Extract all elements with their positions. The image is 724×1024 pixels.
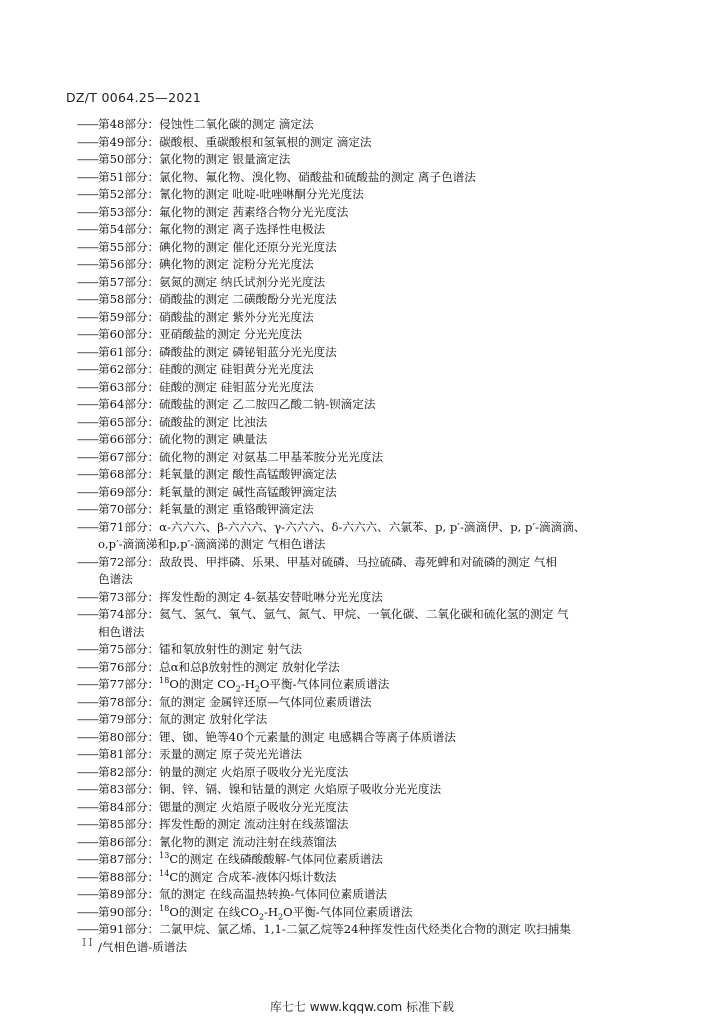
item-dash: —— (76, 764, 98, 779)
item-dash: —— (76, 642, 98, 656)
item-dash: —— (76, 519, 98, 534)
item-text-mid: O的测定 CO (169, 677, 236, 691)
item-dash: —— (76, 607, 98, 621)
item-text: 第70部分：耗氧量的测定 重铬酸钾滴定法 (98, 502, 314, 516)
list-item (66, 746, 666, 764)
item-text: 第51部分：氯化物、氟化物、溴化物、硝酸盐和硫酸盐的测定 离子色谱法 (98, 169, 476, 184)
item-text: 第67部分：硫化物的测定 对氨基二甲基苯胺分光光度法 (98, 449, 384, 464)
item-text-mid2: -H (263, 904, 278, 919)
item-dash: —— (76, 222, 98, 236)
item-text-post: C的测定 在线磷酸酸解-气体同位素质谱法 (169, 852, 383, 866)
item-text: 第83部分：铜、锌、镉、镍和钴量的测定 火焰原子吸收分光光度法 (98, 782, 442, 796)
item-text: 第81部分：汞量的测定 原子荧光光谱法 (98, 747, 302, 761)
list-item (66, 694, 666, 712)
item-text: 第55部分：碘化物的测定 催化还原分光光度法 (98, 239, 337, 254)
list-item (66, 571, 666, 589)
item-text: 第65部分：硫酸盐的测定 比浊法 (98, 414, 268, 429)
list-item (66, 851, 666, 869)
list-item (66, 799, 666, 817)
list-item (66, 606, 666, 624)
list-item (66, 414, 666, 432)
item-dash: —— (76, 187, 98, 201)
item-text: 第73部分：挥发性酚的测定 4-氨基安替吡啉分光光度法 (98, 589, 383, 604)
item-text: /气相色谱-质谱法 (98, 939, 187, 954)
list-item (66, 869, 666, 887)
item-text: 第75部分：镭和氡放射性的测定 射气法 (98, 642, 302, 656)
item-text-sub1: 2 (258, 911, 264, 921)
item-text-pre: 第77部分： (98, 677, 160, 691)
item-text: 第82部分：钠量的测定 火焰原子吸收分光光度法 (98, 764, 349, 779)
list-item (66, 711, 666, 729)
item-dash: —— (76, 502, 98, 516)
list-item (66, 134, 666, 152)
item-dash: —— (76, 869, 98, 884)
list-item (66, 431, 666, 449)
item-text: 第57部分：氨氮的测定 纳氏试剂分光光度法 (98, 274, 326, 289)
list-item (66, 729, 666, 747)
item-dash: —— (76, 344, 98, 359)
item-text: 第60部分：亚硝酸盐的测定 分光光度法 (98, 327, 302, 341)
item-text-post: O平衡-气体同位素质谱法 (259, 677, 390, 691)
item-dash: —— (76, 712, 98, 726)
item-dash: —— (76, 834, 98, 849)
list-item (66, 274, 666, 292)
item-text: 第89部分：氚的测定 在线高温热转换-气体同位素质谱法 (98, 887, 388, 901)
list-item (66, 834, 666, 852)
item-dash: —— (76, 694, 98, 709)
item-dash: —— (76, 204, 98, 219)
item-text: 第54部分：氟化物的测定 离子选择性电极法 (98, 222, 326, 236)
item-text-sup: 13 (159, 851, 170, 861)
item-text-sub2: 2 (278, 911, 284, 921)
list-item (66, 449, 666, 467)
list-item (66, 186, 666, 204)
list-item (66, 169, 666, 187)
page-number: II (82, 936, 95, 949)
item-text-pre: 第88部分： (98, 869, 160, 884)
item-dash: —— (76, 554, 98, 569)
item-text: 色谱法 (98, 572, 133, 586)
item-text: 第86部分：氰化物的测定 流动注射在线蒸馏法 (98, 834, 337, 849)
item-text: 第59部分：硝酸盐的测定 紫外分光光度法 (98, 309, 314, 324)
item-dash: —— (76, 327, 98, 341)
list-item (66, 816, 666, 834)
item-text: 第68部分：耗氧量的测定 酸性高锰酸钾滴定法 (98, 467, 337, 481)
item-dash: —— (76, 782, 98, 796)
list-item (66, 519, 666, 537)
item-dash: —— (76, 432, 98, 446)
item-text: 第91部分：二氯甲烷、氯乙烯、1,1-二氯乙烷等24种挥发性卤代烃类化合物的测定 吹扫捕集 (98, 922, 571, 936)
list-item (66, 221, 666, 239)
item-text: 第72部分：敌敌畏、甲拌磷、乐果、甲基对硫磷、马拉硫磷、毒死蜱和对硫磷的测定 气相 (98, 554, 558, 569)
list-item (66, 151, 666, 169)
document-code: DZ/T 0064.25—2021 (66, 90, 202, 105)
list-item (66, 589, 666, 607)
item-text: 第79部分：氚的测定 放射化学法 (98, 712, 268, 726)
list-item (66, 256, 666, 274)
item-text-sup: 18 (159, 676, 170, 686)
item-dash: —— (76, 449, 98, 464)
list-item (66, 554, 666, 572)
item-text-sub1: 2 (235, 684, 241, 694)
item-dash: —— (76, 152, 98, 166)
list-item (66, 484, 666, 502)
list-item (66, 939, 666, 957)
item-text: 第48部分：侵蚀性二氧化碳的测定 滴定法 (98, 117, 314, 131)
list-item (66, 536, 666, 554)
item-dash: —— (76, 239, 98, 254)
item-text: 第74部分：氦气、氢气、氧气、氩气、氮气、甲烷、一氧化碳、二氧化碳和硫化氢的测定 气 (98, 607, 569, 621)
list-item (66, 886, 666, 904)
list-item (66, 466, 666, 484)
item-dash: —— (76, 117, 98, 131)
item-text: 第58部分：硝酸盐的测定 二磺酸酚分光光度法 (98, 292, 337, 306)
item-text: 第66部分：硫化物的测定 碘量法 (98, 432, 268, 446)
list-item (66, 764, 666, 782)
list-item (66, 204, 666, 222)
item-dash: —— (76, 467, 98, 481)
item-text: 第85部分：挥发性酚的测定 流动注射在线蒸馏法 (98, 817, 349, 831)
item-dash: —— (76, 922, 98, 936)
item-dash: —— (76, 484, 98, 499)
list-item (66, 501, 666, 519)
item-text-sup: 14 (159, 868, 170, 878)
item-text-pre: 第90部分： (98, 904, 160, 919)
item-dash: —— (76, 904, 98, 919)
item-text-sup: 18 (159, 903, 170, 913)
list-item (66, 396, 666, 414)
item-text-sub2: 2 (254, 684, 260, 694)
item-dash: —— (76, 799, 98, 814)
item-dash: —— (76, 397, 98, 411)
item-text: 第71部分：α-六六六、β-六六六、γ-六六六、δ-六六六、六氯苯、p, p′-滴滴伊、p, p′-滴滴滴、 (98, 519, 586, 534)
list-item (66, 116, 666, 134)
list-item (66, 921, 666, 939)
item-text: 第61部分：磷酸盐的测定 磷铋钼蓝分光光度法 (98, 344, 337, 359)
item-dash: —— (76, 729, 98, 744)
item-dash: —— (76, 362, 98, 376)
item-text: 第52部分：氰化物的测定 吡啶-吡唑啉酮分光光度法 (98, 187, 364, 201)
item-text: 第84部分：锶量的测定 火焰原子吸收分光光度法 (98, 799, 349, 814)
item-text: 第80部分：锂、铷、铯等40个元素量的测定 电感耦合等离子体质谱法 (98, 729, 456, 744)
list-item (66, 344, 666, 362)
item-text: 第69部分：耗氧量的测定 碱性高锰酸钾滴定法 (98, 484, 337, 499)
item-text: 第62部分：硅酸的测定 硅钼黄分光光度法 (98, 362, 314, 376)
item-text: 第63部分：硅酸的测定 硅钼蓝分光光度法 (98, 379, 314, 394)
item-dash: —— (76, 887, 98, 901)
item-dash: —— (76, 659, 98, 674)
item-dash: —— (76, 169, 98, 184)
list-item (66, 326, 666, 344)
list-item (66, 309, 666, 327)
list-item (66, 904, 666, 922)
list-item (66, 676, 666, 694)
item-text-mid2: -H (240, 677, 255, 691)
item-text: 第76部分：总α和总β放射性的测定 放射化学法 (98, 659, 340, 674)
list-item (66, 361, 666, 379)
item-text: 第64部分：硫酸盐的测定 乙二胺四乙酸二钠-钡滴定法 (98, 397, 376, 411)
item-dash: —— (76, 677, 98, 691)
item-text: 第53部分：氟化物的测定 茜素络合物分光光度法 (98, 204, 349, 219)
list-item (66, 781, 666, 799)
item-dash: —— (76, 134, 98, 149)
item-text: 相色谱法 (98, 624, 145, 639)
item-dash: —— (76, 309, 98, 324)
item-text-mid: O的测定 在线CO (169, 904, 259, 919)
item-text-pre: 第87部分： (98, 852, 160, 866)
item-text: o,p′-滴滴涕和p,p′-滴滴涕的测定 气相色谱法 (98, 537, 326, 551)
item-text: 第78部分：氚的测定 金属锌还原—气体同位素质谱法 (98, 694, 372, 709)
list-item (66, 379, 666, 397)
item-dash: —— (76, 274, 98, 289)
item-dash: —— (76, 589, 98, 604)
item-text-post: C的测定 合成苯-液体闪烁计数法 (169, 869, 337, 884)
footer-watermark: 库七七 www.kqqw.com 标准下载 (269, 1000, 455, 1014)
item-dash: —— (76, 292, 98, 306)
item-dash: —— (76, 747, 98, 761)
item-text: 第56部分：碘化物的测定 淀粉分光光度法 (98, 257, 314, 271)
list-item (66, 291, 666, 309)
list-item (66, 659, 666, 677)
item-dash: —— (76, 257, 98, 271)
list-item (66, 239, 666, 257)
standard-parts-list (66, 116, 666, 956)
item-dash: —— (76, 817, 98, 831)
item-text: 第49部分：碳酸根、重碳酸根和氢氧根的测定 滴定法 (98, 134, 372, 149)
item-dash: —— (76, 379, 98, 394)
item-text: 第50部分：氯化物的测定 银量滴定法 (98, 152, 291, 166)
item-dash: —— (76, 852, 98, 866)
item-text-post: O平衡-气体同位素质谱法 (283, 904, 413, 919)
item-dash: —— (76, 414, 98, 429)
list-item (66, 641, 666, 659)
list-item (66, 624, 666, 642)
